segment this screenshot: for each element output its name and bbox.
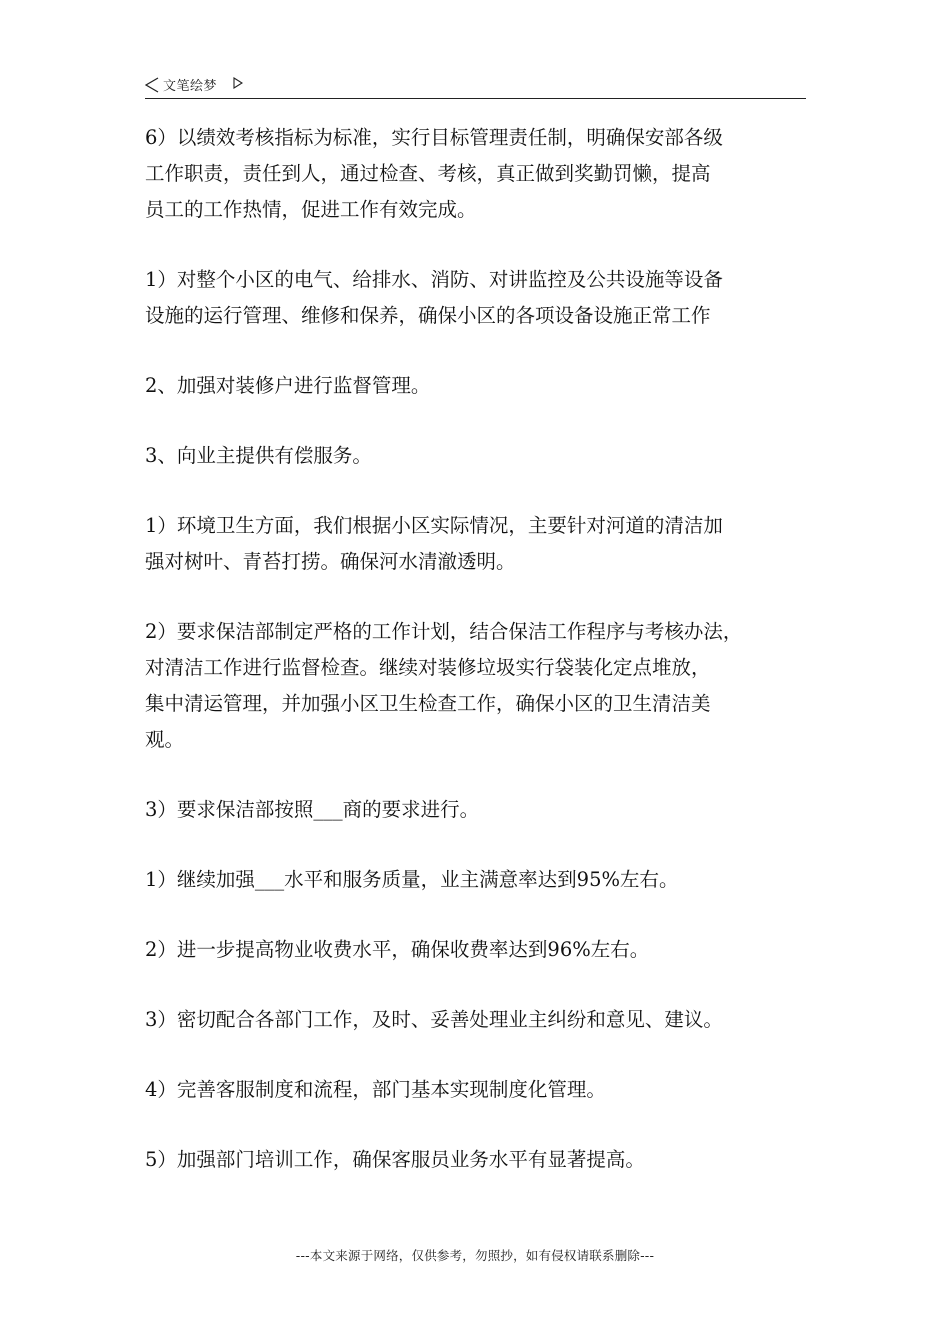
paragraph: [145, 120, 820, 228]
paragraph: [145, 1072, 820, 1108]
text-line: 3、向业主提供有偿服务。: [145, 444, 372, 467]
text-line: 观。: [145, 728, 185, 751]
text-line: 2、加强对装修户进行监督管理。: [145, 374, 431, 397]
text-line: 4）完善客服制度和流程，部门基本实现制度化管理。: [145, 1078, 606, 1101]
paragraph: [145, 932, 820, 968]
paragraph: [145, 508, 820, 580]
paragraph: [145, 1002, 820, 1038]
text-line: 2）进一步提高物业收费水平，确保收费率达到96%左右。: [145, 938, 650, 961]
text-line: 5）加强部门培训工作，确保客服员业务水平有显著提高。: [145, 1148, 645, 1171]
paragraph: [145, 438, 820, 474]
right-triangle-icon: [233, 77, 243, 89]
text-line: 2）要求保洁部制定严格的工作计划，结合保洁工作程序与考核办法，: [145, 620, 743, 643]
paragraph: [145, 368, 820, 404]
footer-disclaimer: ---本文来源于网络，仅供参考，勿照抄，如有侵权请联系删除---: [295, 1248, 655, 1263]
left-triangle-icon: [145, 77, 159, 93]
page-header: [145, 73, 806, 99]
text-line: 员工的工作热情，促进工作有效完成。: [145, 198, 477, 221]
text-line: 1）环境卫生方面，我们根据小区实际情况，主要针对河道的清洁加: [145, 514, 723, 537]
text-line: 6）以绩效考核指标为标准，实行目标管理责任制，明确保安部各级: [145, 126, 723, 149]
brand-label: 文笔绘梦: [163, 79, 218, 94]
text-line: 集中清运管理，并加强小区卫生检查工作，确保小区的卫生清洁美: [145, 692, 711, 715]
text-line: 3）要求保洁部按照___商的要求进行。: [145, 798, 480, 821]
paragraph: [145, 614, 820, 758]
paragraph: [145, 262, 820, 334]
text-line: 强对树叶、青苔打捞。确保河水清澈透明。: [145, 550, 516, 573]
text-line: 1）继续加强___水平和服务质量，业主满意率达到95%左右。: [145, 868, 679, 891]
text-line: 工作职责，责任到人，通过检查、考核，真正做到奖勤罚懒，提高: [145, 162, 711, 185]
text-line: 3）密切配合各部门工作，及时、妥善处理业主纠纷和意见、建议。: [145, 1008, 723, 1031]
paragraph: [145, 792, 820, 828]
paragraph: [145, 862, 820, 898]
document-body: [145, 120, 820, 1212]
text-line: 对清洁工作进行监督检查。继续对装修垃圾实行袋装化定点堆放，: [145, 656, 711, 679]
text-line: 设施的运行管理、维修和保养，确保小区的各项设备设施正常工作: [145, 304, 711, 327]
text-line: 1）对整个小区的电气、给排水、消防、对讲监控及公共设施等设备: [145, 268, 723, 291]
paragraph: [145, 1142, 820, 1178]
